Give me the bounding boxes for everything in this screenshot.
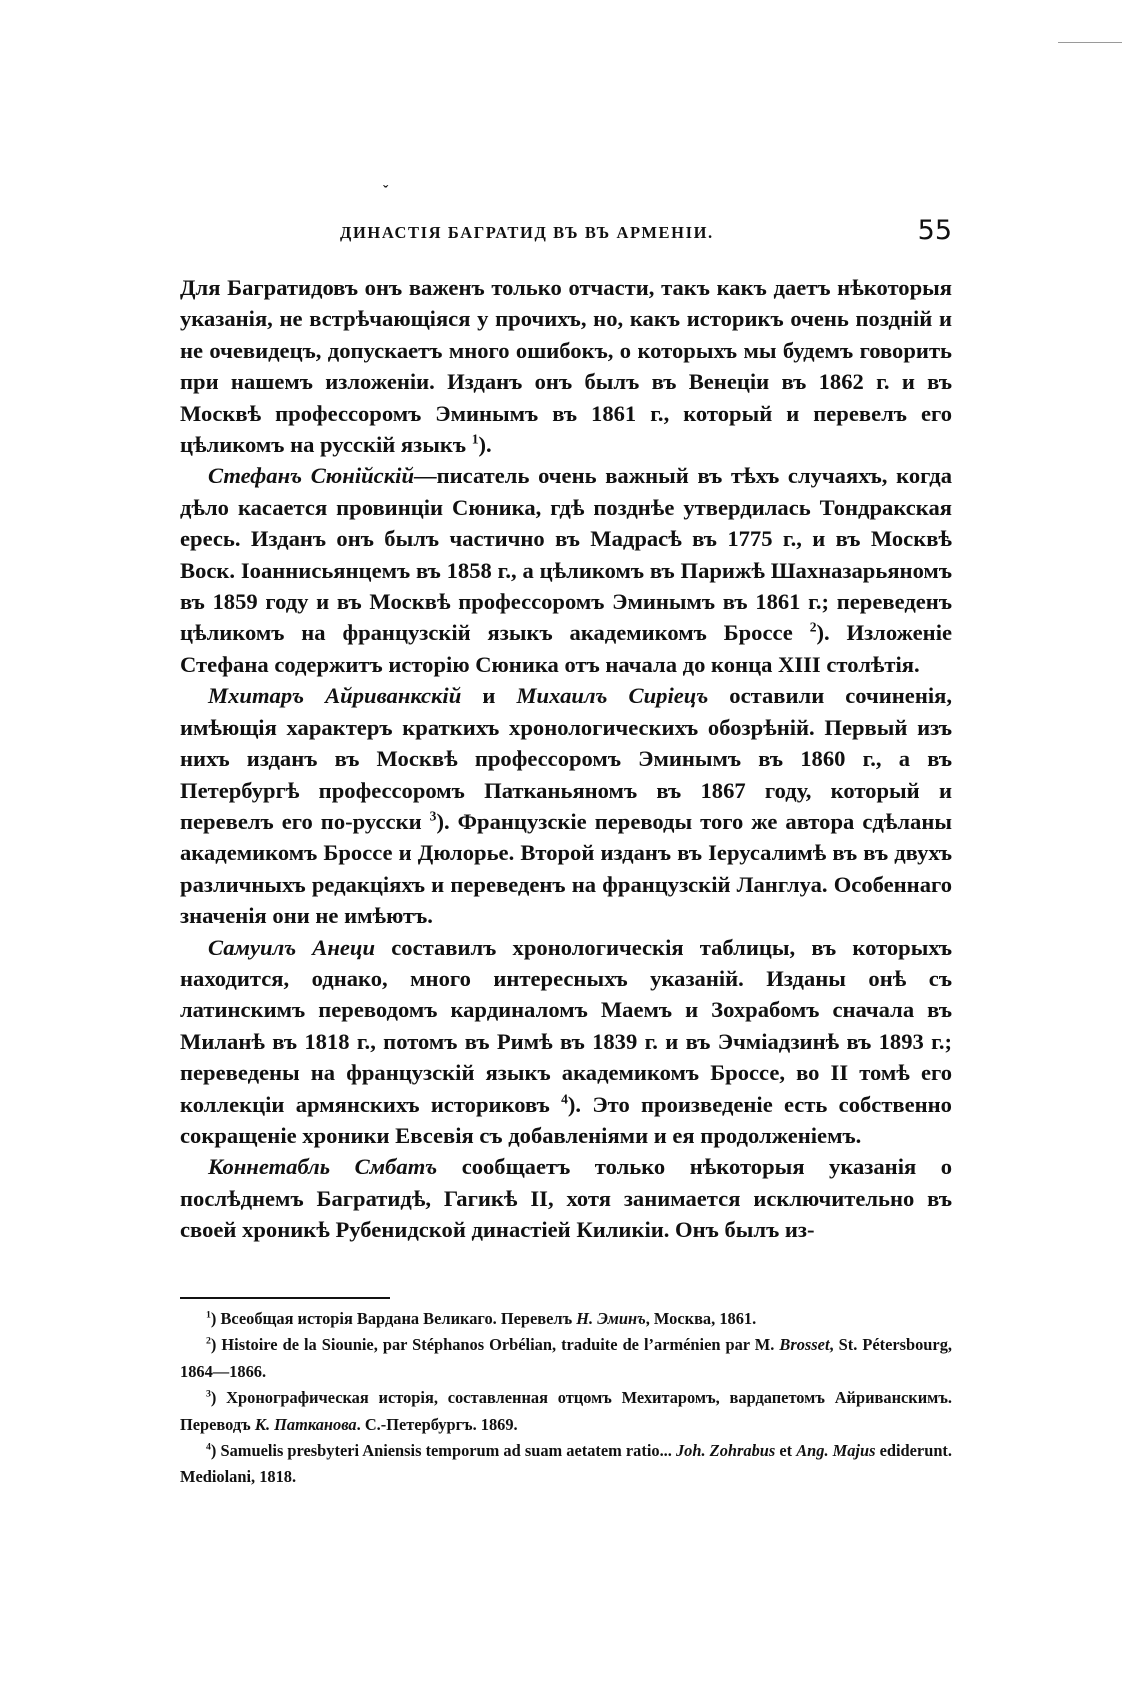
footnote-author: Н. Эминъ xyxy=(576,1309,646,1328)
footnote-text: ediderunt. Mediolani, 1818. xyxy=(180,1441,952,1487)
paragraph xyxy=(180,680,952,931)
footnote-author: Brosset xyxy=(779,1335,830,1355)
footnote-text: ) Samuelis presbyteri Aniensis temporum ad suam aetatem ratio... xyxy=(210,1441,676,1461)
footnote-author: Joh. Zohrabus xyxy=(675,1441,776,1461)
footnote-text: ) Хронографическая исторія, составленная отцомъ Мехитаромъ, вардапетомъ Айриванскимъ. Переводъ xyxy=(180,1388,952,1434)
footnote-mark: 2 xyxy=(206,1335,211,1347)
paragraph-text: Для Багратидовъ онъ важенъ только отчасти, такъ какъ даетъ нѣкоторыя указанія, не встрѣчающіяся у прочихъ, но, какъ историкъ очень поздній и не очевидецъ, допускаетъ много ошибокъ, о которыхъ мы будемъ говорить при нашемъ изложеніи. Изданъ онъ былъ въ Венеціи въ 1862 г. и въ Москвѣ профессоромъ Эминымъ въ 1861 г., который и перевелъ его цѣликомъ на русскій языкъ xyxy=(180,275,952,458)
body-text xyxy=(180,272,952,1246)
paragraph-text: оставили сочиненія, имѣющія характеръ краткихъ хронологическихъ обозрѣній. Первый изъ нихъ изданъ въ Москвѣ профессоромъ Эминымъ въ 1860 г., а въ Петербургѣ профессоромъ Патканьяномъ въ 1867 году, который и перевелъ его по-русски xyxy=(180,683,952,834)
paragraph-text: ). Это произведеніе есть собственно сокращеніе хроники Евсевія съ добавленіями и ея продолженіемъ. xyxy=(180,1091,952,1148)
paragraph-text: ). Французскіе переводы того же автора сдѣланы академикомъ Броссе и Дюлорье. Второй изданъ въ Іерусалимѣ въ въ двухъ различныхъ редакціяхъ и переведенъ на французскій Ланглуа. Особеннаго значенія они не имѣютъ. xyxy=(180,808,952,929)
footnote-author: Ang. Majus xyxy=(796,1441,876,1461)
paragraph-text: и xyxy=(461,683,517,709)
footnote-text: ) Histoire de la Siounie, par Stéphanos Orbélian, traduite de l’arménien par M. xyxy=(210,1335,780,1355)
footnote-author: К. Патканова xyxy=(254,1414,357,1434)
footnote-ref: 4 xyxy=(561,1091,568,1107)
footnote-mark: 4 xyxy=(206,1441,211,1453)
footnote-text: , Москва, 1861. xyxy=(645,1309,757,1328)
footnote-ref: 3 xyxy=(429,808,437,824)
footnotes xyxy=(180,1306,952,1491)
author-name: Мхитаръ Айриванкскій xyxy=(208,683,462,709)
footnote-ref: 1 xyxy=(471,431,479,447)
paragraph-text: —писатель очень важный въ тѣхъ случаяхъ, когда дѣло касается провинціи Сюника, гдѣ позднѣе утвердилась Тондракская ересь. Изданъ онъ былъ частично въ Мадрасѣ въ 1775 г., и въ Москвѣ Воск. Іоаннисьянцемъ въ 1858 г., а цѣликомъ въ Парижѣ Шахназарьяномъ въ 1859 году и въ Москвѣ профессоромъ Эминымъ въ 1861 г.; переведенъ цѣликомъ на французскій языкъ академикомъ Броссе xyxy=(180,463,953,646)
footnote-mark: 1 xyxy=(206,1309,211,1321)
paragraph xyxy=(180,460,952,680)
author-name: Самуилъ Анеци xyxy=(208,934,376,960)
author-name: Коннетабль Смбатъ xyxy=(208,1154,438,1180)
footnote-text: . С.-Петербургъ. 1869. xyxy=(356,1414,518,1434)
paragraph-text: сообщаетъ только нѣкоторыя указанія о послѣднемъ Багратидѣ, Гагикѣ II, хотя занимается исключительно въ своей хроникѣ Рубенидской династіей Киликіи. Онъ былъ из- xyxy=(180,1154,952,1243)
footnote-ref: 2 xyxy=(809,619,817,635)
footnote-text: , St. Pétersbourg, 1864—1866. xyxy=(180,1335,952,1381)
paragraph xyxy=(180,932,952,1152)
footnote-text: ) Всеобщая исторія Вардана Великаго. Перевелъ xyxy=(210,1309,577,1328)
footnote-rule xyxy=(180,1297,390,1299)
author-name: Стефанъ Сюнійскій xyxy=(208,463,415,489)
top-mark: ˇ xyxy=(383,183,389,200)
paragraph-text: ). Изложеніе Стефана содержитъ исторію Сюника отъ начала до конца XIII столѣтія. xyxy=(180,620,952,677)
corner-rule xyxy=(1058,42,1122,43)
footnote xyxy=(180,1332,952,1385)
paragraph xyxy=(180,1151,952,1245)
page-header xyxy=(180,215,952,249)
footnote xyxy=(180,1385,952,1438)
author-name: Михаилъ Сиріецъ xyxy=(516,683,709,709)
paragraph-text: составилъ хронологическія таблицы, въ которыхъ находится, однако, много интересныхъ указаній. Изданы онѣ съ латинскимъ переводомъ кардиналомъ Маемъ и Зохрабомъ сначала въ Миланѣ въ 1818 г., потомъ въ Римѣ въ 1839 г. и въ Эчміадзинѣ въ 1893 г.; переведены на французскій языкъ академикомъ Броссе, во II томѣ его коллекціи армянскихъ историковъ xyxy=(180,934,952,1117)
paragraph-text: ). xyxy=(478,432,492,458)
running-head: ДИНАСТІЯ БАГРАТИД ВЪ ВЪ АРМЕНІИ. xyxy=(340,223,714,242)
footnote-mark: 3 xyxy=(206,1388,211,1400)
footnote xyxy=(180,1438,952,1491)
footnote-text: et xyxy=(775,1441,797,1461)
paragraph xyxy=(180,272,952,460)
page-number: 55 xyxy=(917,215,952,246)
footnote xyxy=(180,1306,952,1332)
